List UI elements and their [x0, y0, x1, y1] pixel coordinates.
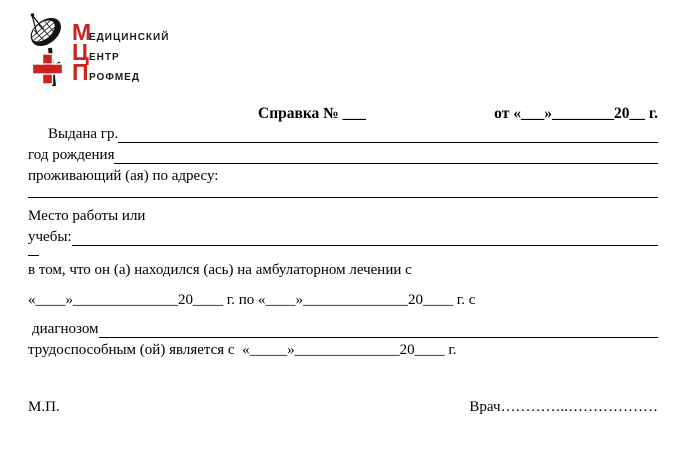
- diagnosis-label: диагнозом: [32, 321, 99, 337]
- work-blank-line: [72, 245, 658, 246]
- clinic-name: [72, 19, 170, 90]
- diagnosis-row: [28, 319, 658, 340]
- work-label-line2: учебы:: [28, 229, 72, 245]
- statement-row: [28, 260, 658, 281]
- able-bodied-text: трудоспособным (ой) является с «_____»______________20____ г.: [28, 342, 457, 358]
- address-label: проживающий (ая) по адресу:: [28, 168, 219, 184]
- satellite-dish-icon: [30, 12, 68, 90]
- footer-row: [28, 397, 658, 418]
- address-blank-line: [28, 197, 658, 198]
- logo-initial-m: М: [72, 19, 92, 45]
- work-row-2: [28, 227, 658, 248]
- title-spacer: [366, 103, 494, 124]
- clinic-logo: [30, 12, 658, 90]
- address-row: [28, 166, 658, 187]
- certificate-content: [28, 0, 658, 418]
- able-bodied-row: [28, 340, 658, 361]
- birth-year-label: год рождения: [28, 147, 115, 163]
- stamp-label: М.П.: [28, 399, 60, 415]
- logo-rest-2: ентр: [89, 48, 120, 64]
- birth-year-row: [28, 145, 658, 166]
- clinic-name-line-3: [72, 59, 169, 85]
- logo-rest-1: едицинский: [89, 28, 170, 44]
- period-text: «____»______________20____ г. по «____»______________20____ г. с: [28, 292, 476, 308]
- certificate-date: от «___»________20__ г.: [494, 105, 658, 122]
- birth-year-blank-line: [114, 163, 658, 164]
- period-row: [28, 290, 658, 311]
- certificate-title: Справка № ___: [258, 105, 366, 122]
- logo-rest-3: рофмед: [89, 68, 140, 84]
- diagnosis-blank-line: [99, 337, 658, 338]
- logo-initial-c: Ц: [72, 39, 89, 65]
- doctor-signature-label: Врач…………..………………: [469, 399, 658, 415]
- red-cross-icon: [33, 54, 63, 84]
- work-label-line1: Место работы или: [28, 208, 146, 224]
- logo-initial-p: П: [72, 59, 89, 85]
- issued-label: Выдана гр.: [48, 126, 119, 142]
- issued-blank-line: [118, 142, 658, 143]
- issued-row: [28, 124, 658, 145]
- work-row-1: [28, 206, 658, 227]
- statement-text: в том, что он (а) находился (ась) на амбулаторном лечении с: [28, 262, 412, 278]
- title-row: [28, 103, 658, 124]
- short-blank-line: [28, 255, 39, 256]
